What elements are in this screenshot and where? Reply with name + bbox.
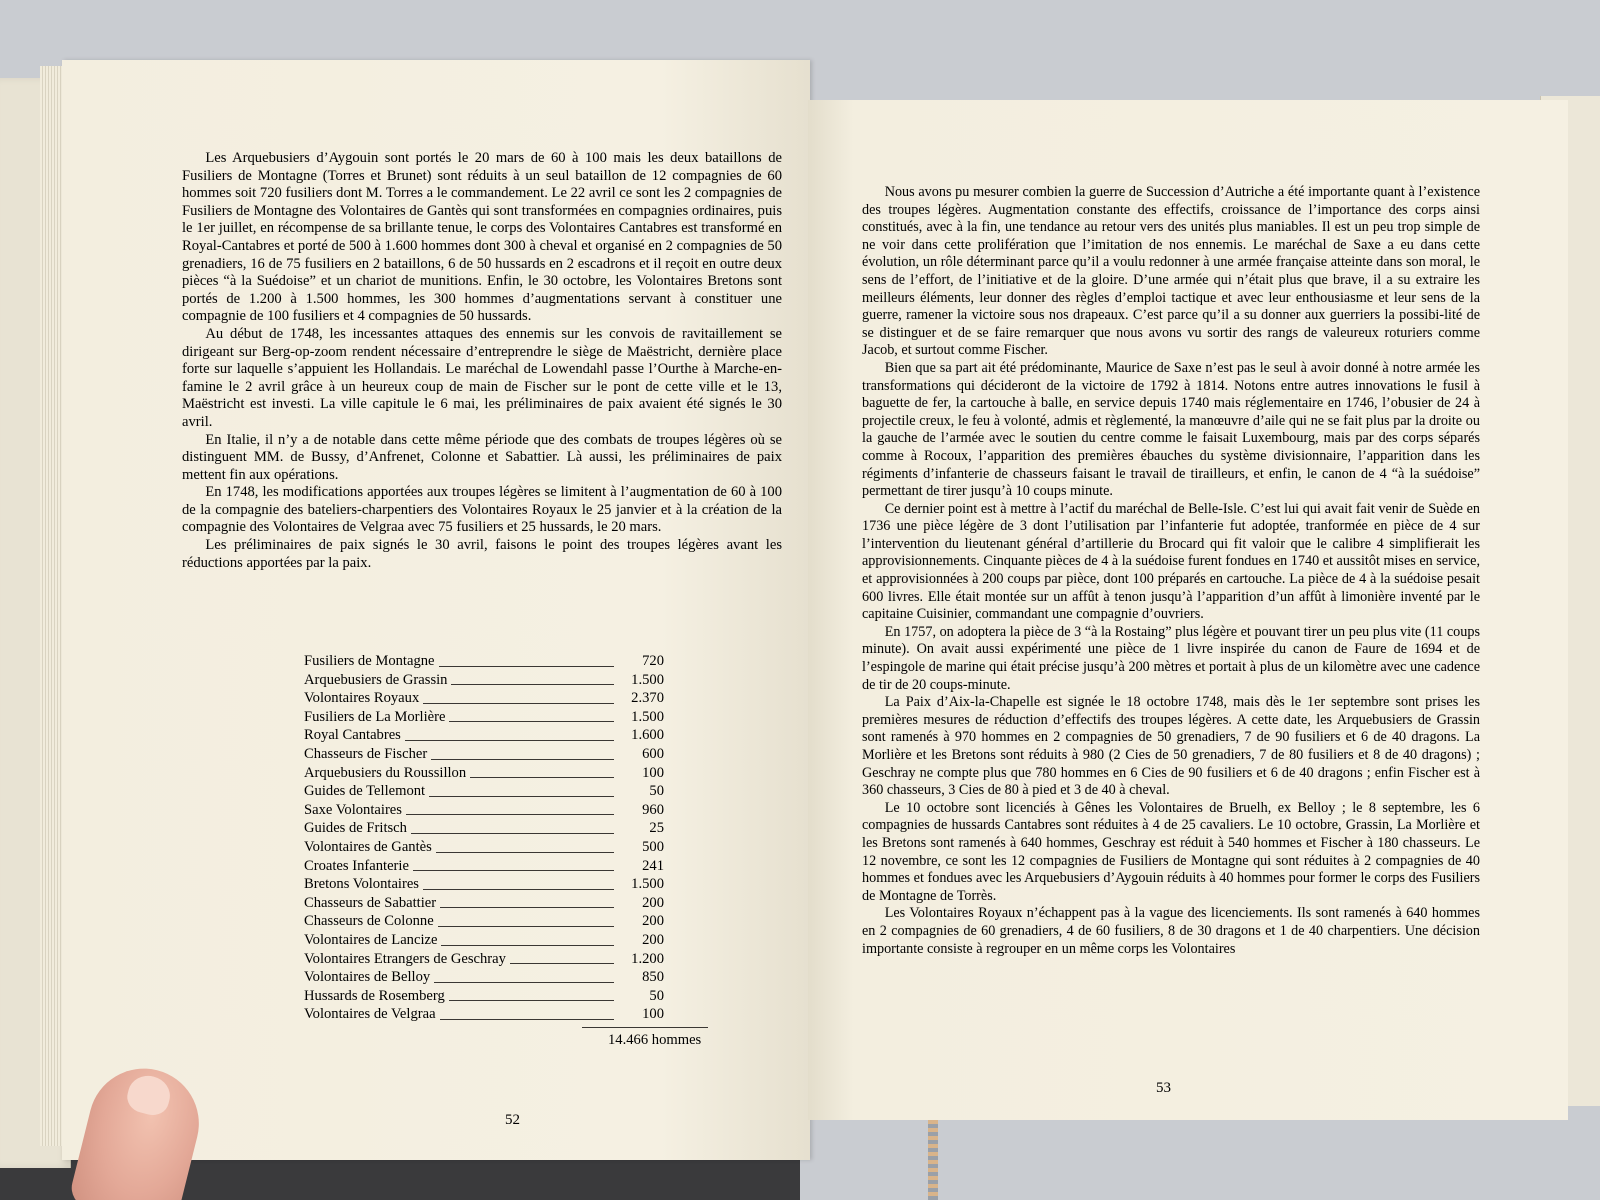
roster-unit-name: Volontaires de Velgraa (304, 1006, 436, 1023)
roster-unit-name: Chasseurs de Colonne (304, 913, 434, 930)
page-number-right: 53 (1156, 1080, 1171, 1096)
leader-line (434, 981, 614, 983)
roster-row (304, 987, 664, 1006)
leader-line (431, 758, 614, 760)
leader-line (413, 869, 614, 871)
roster-row (304, 857, 664, 876)
roster-unit-count: 200 (642, 931, 664, 948)
roster-unit-count: 720 (642, 653, 664, 669)
roster-unit-name: Volontaires de Gantès (304, 838, 432, 855)
roster-unit-count: 100 (642, 764, 664, 781)
roster-unit-name: Fusiliers de Montagne (304, 653, 435, 669)
leader-line (470, 776, 614, 778)
bookmark-ribbon (928, 1120, 938, 1200)
roster-unit-name: Arquebusiers de Grassin (304, 671, 448, 688)
paragraph: Au début de 1748, les incessantes attaques des ennemis sur les convois de ravitaillement se dirigeant sur Berg-op-zoom rendent nécessaire d’entreprendre le siège de Maëstricht, dernière place forte sur laquelle s’appuient les Hollandais. Le maréchal de Lowendahl passe l’Ourthe à Marche-en-famine le 2 avril grâce à un heureux coup de main de Fischer sur le pont de cette ville et le 13, Maëstricht est investi. La ville capitule le 6 mai, les préliminaires de paix avaient été signés le 30 avril. (182, 325, 782, 430)
leader-line (423, 888, 614, 890)
roster-unit-name: Chasseurs de Fischer (304, 745, 428, 762)
roster-unit-count: 1.500 (631, 671, 664, 688)
roster-unit-name: Fusiliers de La Morlière (304, 708, 446, 725)
roster-row (304, 652, 664, 671)
roster-row (304, 1005, 664, 1024)
roster-row (304, 782, 664, 801)
leader-line (449, 720, 614, 722)
roster-unit-count: 200 (642, 894, 664, 911)
roster-unit-count: 1.600 (631, 727, 664, 744)
roster-unit-name: Guides de Fritsch (304, 820, 407, 837)
roster-unit-count: 500 (642, 838, 664, 855)
roster-unit-name: Chasseurs de Sabattier (304, 894, 437, 911)
roster-unit-name: Guides de Tellemont (304, 783, 426, 800)
paragraph: Les préliminaires de paix signés le 30 avril, faisons le point des troupes légères avant les réductions apportées par la paix. (182, 537, 782, 571)
roster-unit-name: Volontaires de Belloy (304, 969, 431, 986)
paragraph: Bien que sa part ait été prédominante, Maurice de Saxe n’est pas le seul à avoir donné à notre armée les transformations qui décideront de la victoire de 1792 à 1814. Notons entre autres innovations le fusil à baguette de fer, la cartouche à balle, en service depuis 1740 mais réglementaire en 1746, l’obusier de 24 à projectile creux, le feu à volonté, admis et règlementé, la manœuvre d’aile qui ne se fait plus par la droite ou la gauche de l’armée avec le soutien du centre comme le faisait Luxembourg, mais par des corps séparés comme à Rocoux, l’apparition des premières ébauches du système divisionnaire, l’apparition dans les régiments d’infanterie de chasseurs faisant le travail de tirailleurs, et enfin, le canon de 4 “à la suédoise” permettant de tirer jusqu’à 10 coups minute. (862, 359, 1480, 500)
leader-line (440, 1018, 614, 1020)
leader-line (411, 832, 614, 834)
roster-unit-name: Croates Infanterie (304, 857, 409, 874)
paragraph: Les Arquebusiers d’Aygouin sont portés le 20 mars de 60 à 100 mais les deux bataillons de Fusiliers de Montagne (Torres et Brunet) sont réduits à un seul bataillon de 12 compagnies de 60 hommes soit 720 fusiliers dont M. Torres a le commandement. Le 22 avril ce sont les 2 compagnies de Fusiliers de Montagne des Volontaires de Gantès qui sont transformées en compagnies ordinaires, puis le 1er juillet, en récompense de sa brillante tenue, le corps des Volontaires Cantabres est transformé en Royal-Cantabres et porté de 500 à 1.600 hommes dont 300 à cheval et organisé en 2 compagnies de 50 grenadiers, 16 de 75 fusiliers en 2 bataillons, 6 de 50 hussards en 2 escadrons et il reçoit en outre deux pièces “à la Suédoise” et un chariot de munitions. Enfin, le 30 octobre, les Volontaires Bretons sont portés de 1.200 à 1.500 hommes, les 300 hommes d’augmentations servant à constituer une compagnie de 100 fusiliers et 4 compagnies de 50 hussards. (182, 150, 782, 325)
paragraph: Les Volontaires Royaux n’échappent pas à la vague des licenciements. Ils sont ramenés à 640 hommes en 2 compagnies de 60 grenadiers, 4 de 60 fusiliers, 8 de 30 dragons et 1 de 40 charpentiers. Une décision importante consiste à regrouper en un même corps les Volontaires (862, 905, 1480, 957)
paragraph: En 1757, on adoptera la pièce de 3 “à la Rostaing” plus légère et pouvant tirer un peu plus vite (11 coups minute). On avait aussi expérimenté une pièce de 1 livre inspirée du canon de Faure de 1694 et de l’espingole de marine qui était précise jusqu’à 200 mètres et portait à plus de un kilomètre avec une cadence de tir de 20 coups-minute. (862, 623, 1480, 693)
paragraph: Nous avons pu mesurer combien la guerre de Succession d’Autriche a été importante quant à l’existence des troupes légères. Augmentation constante des effectifs, croissance de l’importance des corps ainsi constitués, avec à la fin, une tendance au retour vers des unités plus maniables. Il est un peu trop simple de ne voir dans cette prolifération que l’imitation de nos ennemis. Le maréchal de Saxe a eu dans cette évolution, un rôle déterminant parce qu’il a voulu redonner à une armée française atteinte dans son moral, le sens de l’effort, de l’initiative et de la gloire. D’une armée qui n’était plus que brave, il a su extraire les meilleurs éléments, leur donner des règles d’emploi tactique et avec leur enthousiasme et leur sens de la guerre, ramener la victoire sous nos drapeaux. C’est parce qu’il a su donner aux guerriers la possibi-lité de se distinguer et de se faire remarquer que nous avons vu sortir des rangs de valeureux roturiers comme Jacob, et surtout comme Fischer. (862, 184, 1480, 359)
roster-unit-name: Bretons Volontaires (304, 876, 419, 893)
leader-line (510, 962, 614, 964)
roster-row (304, 968, 664, 987)
left-page-text (182, 150, 782, 572)
right-page-text (862, 184, 1480, 958)
leader-line (436, 851, 614, 853)
roster-row (304, 950, 664, 969)
leader-line (406, 813, 614, 815)
roster-unit-count: 1.500 (631, 876, 664, 893)
roster-unit-name: Volontaires Royaux (304, 690, 420, 707)
roster-row (304, 689, 664, 708)
roster-unit-count: 600 (642, 745, 664, 762)
roster-row (304, 819, 664, 838)
roster-unit-count: 50 (649, 987, 664, 1004)
paragraph: Le 10 octobre sont licenciés à Gênes les Volontaires de Bruelh, ex Belloy ; le 8 septembre, les 6 compagnies de hussards Cantabres sont réduites à 4 de 25 cavaliers. Le 10 octobre, Grassin, La Morlière et les Bretons sont ramenés à 640 hommes, Geschray est réduit à 540 hommes et Fischer à 180 chasseurs. Le 12 novembre, ce sont les 12 compagnies de Fusiliers de Montagne qui sont réduites à 2 compagnies de 40 hommes et fondues avec les Arquebusiers d’Aygouin réduits à 40 hommes pour former le corps des Fusiliers de Montagne de Torrès. (862, 799, 1480, 904)
roster-total: 14.466 hommes (608, 1032, 702, 1048)
roster-unit-count: 50 (649, 783, 664, 800)
roster-row (304, 764, 664, 783)
roster-unit-name: Saxe Volontaires (304, 801, 402, 818)
roster-unit-count: 200 (642, 913, 664, 930)
roster-unit-name: Royal Cantabres (304, 727, 401, 744)
roster-unit-name: Hussards de Rosemberg (304, 987, 445, 1004)
leader-line (439, 665, 614, 667)
leader-line (441, 944, 614, 946)
troop-roster-table (304, 652, 664, 1024)
leader-line (451, 683, 614, 685)
roster-unit-count: 2.370 (631, 690, 664, 707)
leader-line (405, 739, 614, 741)
roster-row (304, 745, 664, 764)
roster-row (304, 708, 664, 727)
roster-unit-name: Volontaires Etrangers de Geschray (304, 950, 506, 967)
roster-row (304, 912, 664, 931)
roster-unit-name: Arquebusiers du Roussillon (304, 764, 467, 781)
leader-line (449, 999, 614, 1001)
paragraph: Ce dernier point est à mettre à l’actif du maréchal de Belle-Isle. C’est lui qui avait fait venir de Suède en 1736 une pièce légère de 3 dont l’utilisation par l’infanterie fut adoptée, tranformée en pièce de 4 sur l’intervention du lieutenant général d’artillerie du Brocard qui fit valoir que le calibre 4 simplifierait les approvisionnements. Cinquante pièces de 4 à la suédoise furent fondues en 1740 et aussitôt mises en service, et approvisionnées à 200 coups par pièce, dont 100 préparés en cartouche. La pièce de 4 à la suédoise pesait 600 livres. Elle était montée sur un affût à tenon jusqu’à l’apparition d’un affût à limonière inventé par le capitaine Cuisinier, commandant une compagnie d’ouvriers. (862, 500, 1480, 623)
page-number-left: 52 (505, 1112, 520, 1128)
paragraph: En Italie, il n’y a de notable dans cette même période que des combats de troupes légères où se distinguent MM. de Bussy, d’Anfrenet, Colonne et Sabattier. Là aussi, les préliminaires de paix mettent fin aux opérations. (182, 431, 782, 483)
roster-unit-count: 850 (642, 969, 664, 986)
leader-line (438, 925, 614, 927)
roster-unit-count: 1.500 (631, 708, 664, 725)
roster-row (304, 671, 664, 690)
roster-row (304, 726, 664, 745)
roster-unit-count: 241 (642, 857, 664, 874)
paragraph: En 1748, les modifications apportées aux troupes légères se limitent à l’augmentation de 60 à 100 de la compagnie des bateliers-charpentiers des Volontaires Royaux le 25 janvier et à la création de la compagnie des Volontaires de Velgraa avec 75 fusiliers et 25 hussards, le 20 mars. (182, 484, 782, 536)
total-rule (582, 1027, 708, 1028)
roster-unit-count: 1.200 (631, 950, 664, 967)
roster-unit-name: Volontaires de Lancize (304, 931, 438, 948)
roster-row (304, 801, 664, 820)
leader-line (440, 906, 614, 908)
roster-row (304, 894, 664, 913)
roster-unit-count: 25 (649, 820, 664, 837)
roster-row (304, 931, 664, 950)
leader-line (423, 702, 614, 704)
paragraph: La Paix d’Aix-la-Chapelle est signée le 18 octobre 1748, mais dès le 1er septembre sont prises les premières mesures de réduction d’effectifs des troupes légères. A cette date, les Arquebusiers de Grassin sont ramenés à 970 hommes en 2 compagnies de 50 grenadiers, 7 de 90 fusiliers et 6 de 40 dragons. La Morlière et les Bretons sont réduits à 980 (2 Cies de 50 grenadiers, 7 de 80 fusiliers et 8 de 40 dragons) ; Geschray ne compte plus que 780 hommes en 6 Cies de 90 fusiliers et 6 de 40 dragons ; enfin Fischer est à 360 chasseurs, 3 Cies de 80 à pied et 3 de 40 à cheval. (862, 694, 1480, 799)
roster-row (304, 875, 664, 894)
roster-unit-count: 960 (642, 801, 664, 818)
roster-row (304, 838, 664, 857)
roster-unit-count: 100 (642, 1006, 664, 1023)
leader-line (429, 795, 614, 797)
